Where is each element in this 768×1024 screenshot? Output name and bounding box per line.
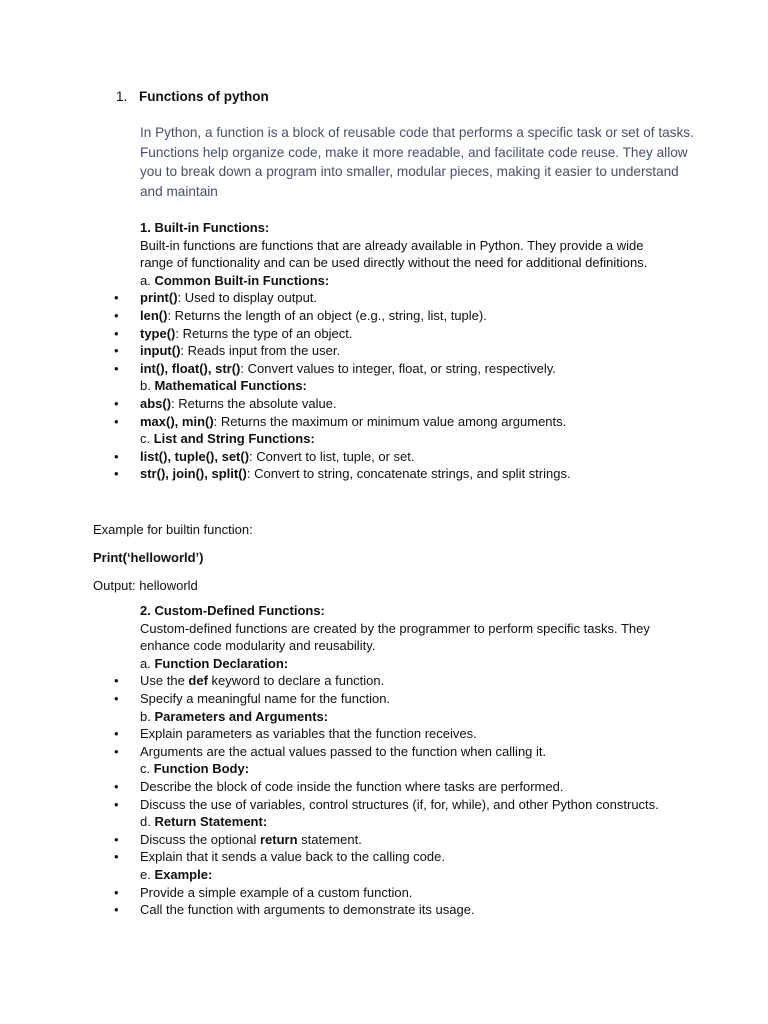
example-label: Example for builtin function: — [93, 522, 253, 537]
list-item: • len(): Returns the length of an object (e.g., string, list, tuple). — [93, 307, 713, 325]
list-item: • print(): Used to display output. — [93, 289, 713, 307]
heading-number: 1. — [116, 89, 128, 104]
list-item: • Discuss the use of variables, control structures (if, for, while), and other Python constructs. — [93, 796, 713, 814]
example-code: Print(‘helloworld’) — [93, 550, 204, 565]
subheading-example: e. Example: — [140, 866, 213, 882]
builtin-title: 1. Built-in Functions: — [140, 220, 270, 235]
subheading-body: c. Function Body: — [140, 761, 250, 777]
list-item: • type(): Returns the type of an object. — [93, 325, 713, 343]
list-item: • int(), float(), str(): Convert values to integer, float, or string, respectively. — [93, 360, 713, 378]
custom-desc-line: Custom-defined functions are created by the programmer to perform specific tasks. They — [140, 620, 650, 636]
list-item: • Explain parameters as variables that the function receives. — [93, 725, 713, 743]
heading-title: Functions of python — [139, 89, 269, 104]
subheading-declaration: a. Function Declaration: — [140, 655, 289, 671]
list-item: • Provide a simple example of a custom function. — [93, 884, 713, 902]
subheading-list-string: c. List and String Functions: — [140, 431, 315, 447]
builtin-desc-line: range of functionality and can be used directly without the need for additional definitions. — [140, 255, 648, 271]
intro-paragraph: In Python, a function is a block of reusable code that performs a specific task or set of tasks. Functions help organize code, make it more readable, and facilitate code reuse. They allow you to break down a program into smaller, modular pieces, making it easier to understand and maintain — [140, 125, 694, 199]
list-item: • Specify a meaningful name for the function. — [93, 690, 713, 708]
subheading-common: a. Common Built-in Functions: — [140, 272, 330, 288]
list-item: • Explain that it sends a value back to the calling code. — [93, 848, 713, 866]
subheading-return: d. Return Statement: — [140, 814, 268, 830]
list-item: • list(), tuple(), set(): Convert to list, tuple, or set. — [93, 448, 713, 466]
subheading-parameters: b. Parameters and Arguments: — [140, 708, 329, 724]
list-item: • Discuss the optional return statement. — [93, 831, 713, 849]
list-item: • Use the def keyword to declare a function. — [93, 672, 713, 690]
builtin-section — [93, 219, 713, 483]
subheading-math: b. Mathematical Functions: — [140, 378, 307, 394]
list-item: • max(), min(): Returns the maximum or minimum value among arguments. — [93, 413, 713, 431]
section-heading — [116, 88, 269, 106]
custom-section — [93, 602, 713, 919]
builtin-desc-line: Built-in functions are functions that are already available in Python. They provide a wide — [140, 237, 644, 253]
list-item: • input(): Reads input from the user. — [93, 342, 713, 360]
custom-title: 2. Custom-Defined Functions: — [140, 603, 325, 618]
list-item: • Describe the block of code inside the function where tasks are performed. — [93, 778, 713, 796]
list-item: • Arguments are the actual values passed to the function when calling it. — [93, 743, 713, 761]
list-item: • str(), join(), split(): Convert to string, concatenate strings, and split strings. — [93, 465, 713, 483]
custom-desc-line: enhance code modularity and reusability. — [140, 638, 376, 654]
list-item: • abs(): Returns the absolute value. — [93, 395, 713, 413]
example-output: Output: helloworld — [93, 578, 198, 593]
list-item: • Call the function with arguments to demonstrate its usage. — [93, 901, 713, 919]
